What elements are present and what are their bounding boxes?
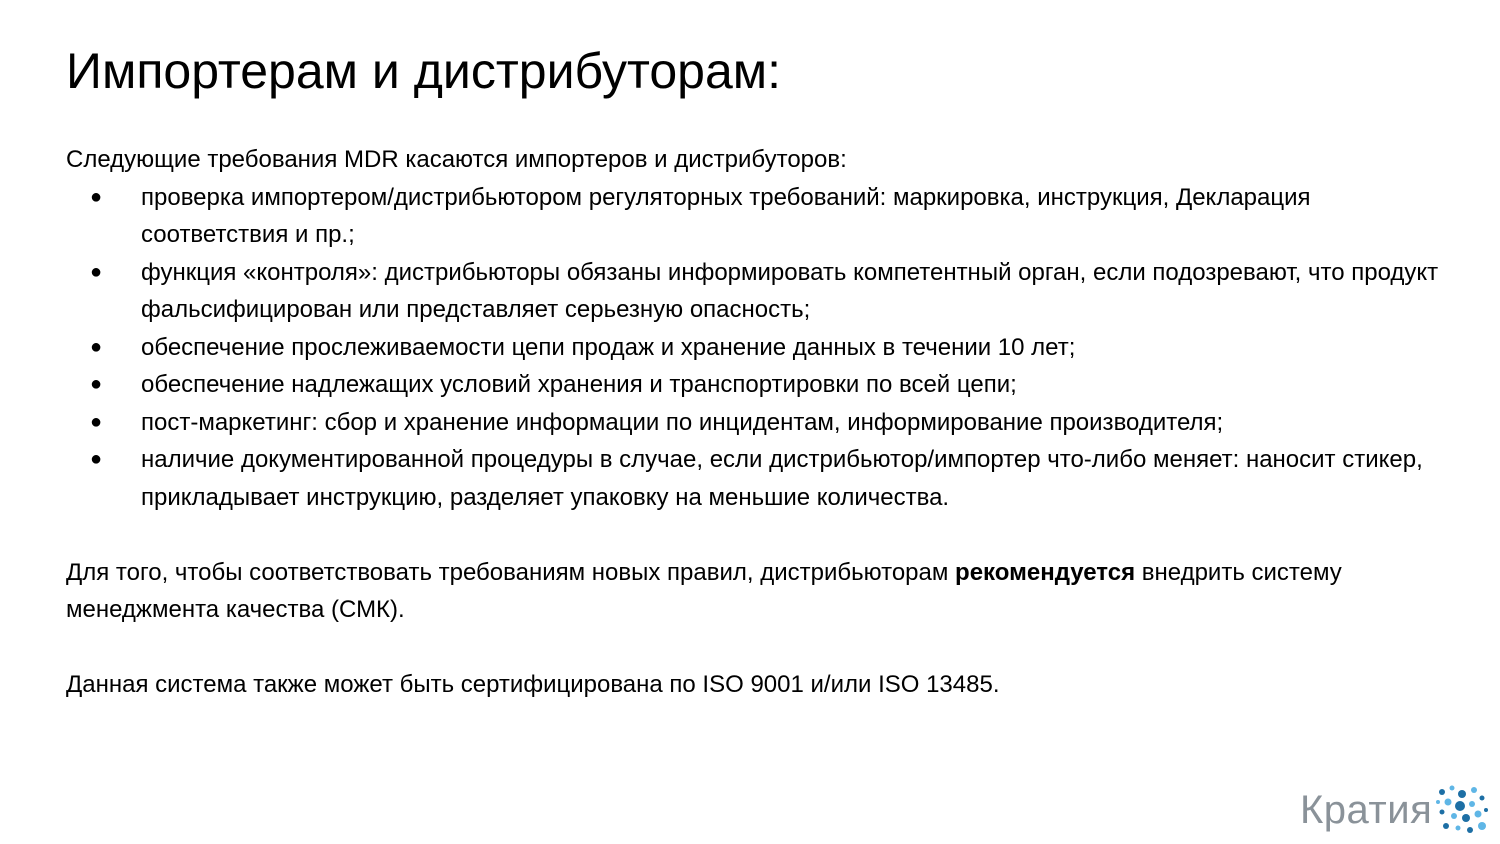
logo-dot: [1471, 787, 1477, 793]
logo-dot: [1458, 790, 1466, 798]
logo-dot: [1478, 822, 1486, 830]
list-item: [66, 404, 1446, 442]
logo-dot: [1484, 808, 1488, 812]
list-item-text: обеспечение надлежащих условий хранения и транспортировки по всей цепи;: [141, 371, 1017, 398]
logo-dot: [1475, 811, 1482, 818]
list-item-text: проверка импортером/дистрибьютором регуляторных требований: маркировка, инструкция, Декларация соответствия и пр.;: [141, 183, 1311, 248]
logo-dot: [1469, 801, 1475, 807]
recommendation-after: внедрить систему менеджмента качества (СМК).: [66, 558, 1342, 623]
logo-dot: [1456, 826, 1461, 831]
spacer: [66, 516, 1446, 554]
list-item-text: обеспечение прослеживаемости цепи продаж и хранение данных в течении 10 лет;: [141, 333, 1076, 361]
list-item-text: наличие документированной процедуры в случае, если дистрибьютор/импортер что-либо меняет: наносит стикер, прикладывает инструкцию, разделяет упаковку на меньшие количества.: [141, 446, 1423, 511]
logo-dot: [1445, 799, 1452, 806]
intro-text: Следующие требования MDR касаются импортеров и дистрибуторов:: [66, 146, 847, 173]
slide-body: [66, 141, 1446, 704]
bullet-icon: ●: [90, 260, 103, 283]
list-item: [66, 441, 1446, 516]
list-item: [66, 329, 1446, 367]
molecule-dots-icon: [1434, 782, 1490, 838]
bullet-icon: ●: [90, 448, 103, 470]
logo-dot: [1439, 789, 1445, 795]
logo-dot: [1450, 786, 1455, 791]
logo-dot: [1467, 827, 1473, 833]
list-item-text: функция «контроля»: дистрибьюторы обязаны информировать компетентный орган, если подозревают, что продукт фальсифицирован или представляет серьезную опасность;: [141, 258, 1439, 323]
logo-dot: [1480, 796, 1485, 801]
bullet-icon: ●: [90, 185, 103, 208]
recommendation-text: [66, 554, 1446, 629]
bullet-icon: ●: [90, 373, 103, 395]
recommendation-emphasis: рекомендуется: [955, 558, 1136, 586]
requirements-list: [66, 179, 1446, 517]
logo-dot: [1455, 801, 1465, 811]
logo-dot: [1462, 814, 1470, 822]
logo-dot: [1440, 810, 1445, 815]
bullet-icon: ●: [90, 410, 103, 433]
logo-dot: [1436, 800, 1440, 804]
bullet-icon: ●: [90, 335, 103, 358]
list-item: [66, 254, 1446, 329]
spacer: [66, 629, 1446, 667]
logo-dot: [1451, 813, 1457, 819]
certification-text: Данная система также может быть сертифицирована по ISO 9001 и/или ISO 13485.: [66, 671, 1000, 698]
recommendation-before: Для того, чтобы соответствовать требованиям новых правил, дистрибьюторам: [66, 558, 956, 586]
logo-dot: [1443, 823, 1449, 829]
logo-text: Кратия: [1300, 788, 1433, 832]
list-item: [66, 366, 1446, 404]
slide-title: Импортерам и дистрибуторам:: [66, 43, 782, 99]
company-logo: [1300, 780, 1490, 840]
list-item-text: пост-маркетинг: сбор и хранение информации по инцидентам, информирование производителя;: [141, 408, 1224, 436]
list-item: [66, 179, 1446, 254]
